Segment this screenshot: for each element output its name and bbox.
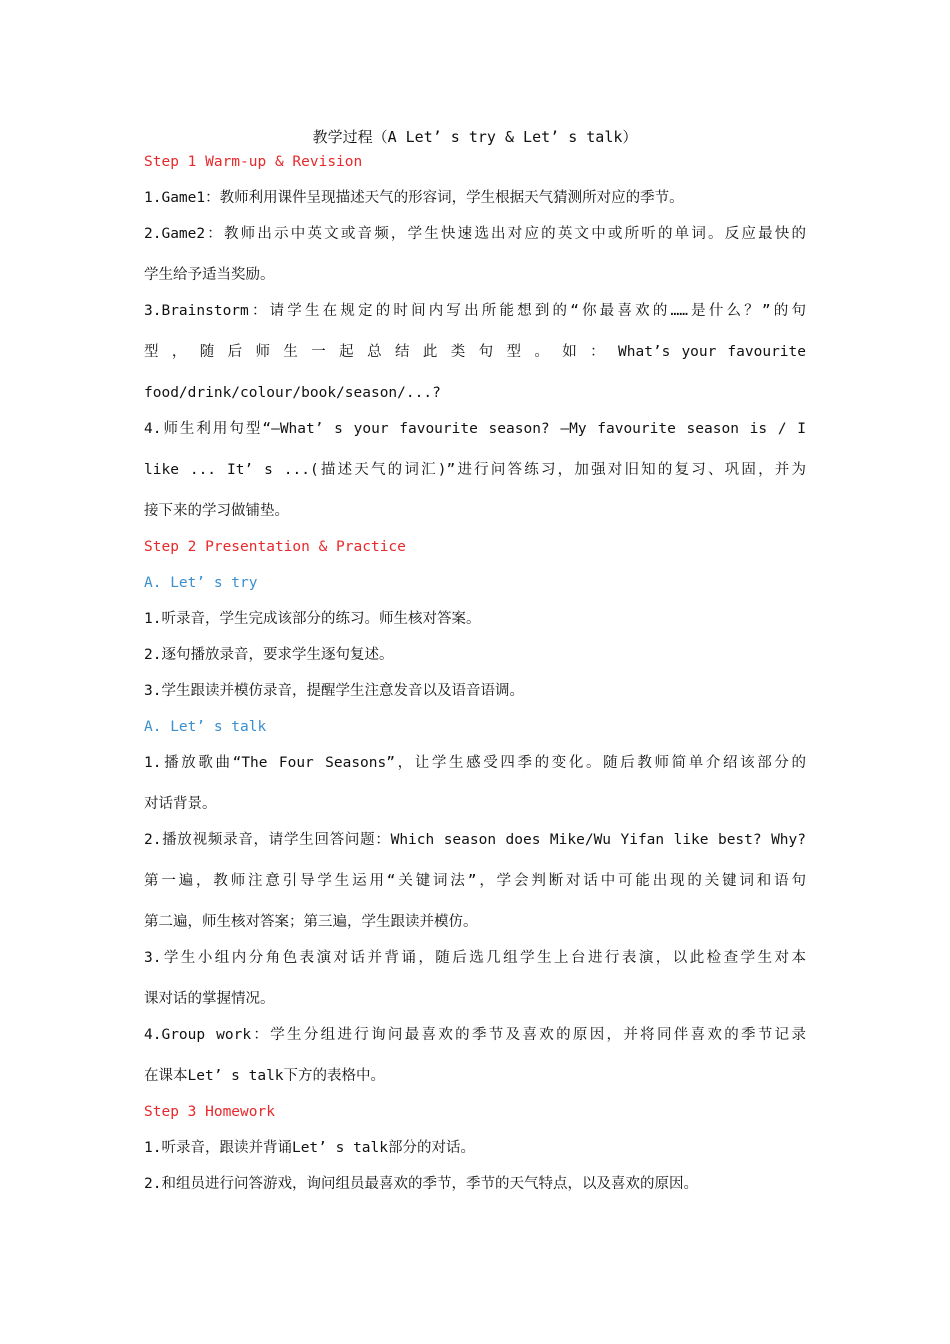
step2-try-line-3: 3.学生跟读并模仿录音，提醒学生注意发音以及语音语调。 <box>144 683 524 699</box>
step2-talk-line-7: 课对话的掌握情况。 <box>144 991 275 1007</box>
step2-talk-line-1: 1.播放歌曲“The Four Seasons”，让学生感受四季的变化。随后教师简单介绍该部分的 <box>144 755 806 771</box>
page-title: 教学过程（A Let’ s try & Let’ s talk） <box>312 128 638 146</box>
step2-talk-line-5: 第二遍，师生核对答案；第三遍，学生跟读并模仿。 <box>144 914 478 930</box>
step2-talk-line-8: 4.Group work：学生分组进行询问最喜欢的季节及喜欢的原因，并将同伴喜欢的季节记录 <box>144 1027 806 1043</box>
step1-line-2: 2.Game2：教师出示中英文或音频，学生快速选出对应的英文中或所听的单词。反应最快的 <box>144 226 806 242</box>
step3-line-1: 1.听录音，跟读并背诵Let’ s talk部分的对话。 <box>144 1140 475 1156</box>
step2-talk-line-3: 2.播放视频录音，请学生回答问题：Which season does Mike/Wu Yifan like best? Why? <box>144 832 806 848</box>
step2-talk-line-9: 在课本Let’ s talk下方的表格中。 <box>144 1068 386 1084</box>
step3-heading: Step 3 Homework <box>144 1104 275 1120</box>
step2-try-line-1: 1.听录音，学生完成该部分的练习。师生核对答案。 <box>144 611 481 627</box>
step2-talk-heading: A. Let’ s talk <box>144 719 267 735</box>
step1-line-8: like ... It’ s ...(描述天气的词汇)”进行问答练习，加强对旧知的复习、巩固，并为 <box>144 462 806 478</box>
step2-heading: Step 2 Presentation & Practice <box>144 539 406 555</box>
step2-talk-line-4: 第一遍，教师注意引导学生运用“关键词法”，学会判断对话中可能出现的关键词和语句 <box>144 873 806 889</box>
step2-try-heading: A. Let’ s try <box>144 575 258 591</box>
step1-line-1: 1.Game1：教师利用课件呈现描述天气的形容词，学生根据天气猜测所对应的季节。 <box>144 190 684 206</box>
step3-line-2: 2.和组员进行问答游戏，询问组员最喜欢的季节，季节的天气特点，以及喜欢的原因。 <box>144 1176 698 1192</box>
step1-line-7: 4.师生利用句型“—What’ s your favourite season? —My favourite season is / I <box>144 421 806 437</box>
step1-line-5: 型 ， 随 后 师 生 一 起 总 结 此 类 句 型 。 如 ： What’s your favourite <box>144 344 806 360</box>
document-page <box>144 124 806 1208</box>
step1-line-6: food/drink/colour/book/season/...? <box>144 385 441 401</box>
step1-line-3: 学生给予适当奖励。 <box>144 267 275 283</box>
step2-try-line-2: 2.逐句播放录音，要求学生逐句复述。 <box>144 647 394 663</box>
step1-heading: Step 1 Warm-up & Revision <box>144 154 363 170</box>
step2-talk-line-2: 对话背景。 <box>144 796 217 812</box>
step1-line-9: 接下来的学习做铺垫。 <box>144 503 289 519</box>
step2-talk-line-6: 3.学生小组内分角色表演对话并背诵，随后选几组学生上台进行表演，以此检查学生对本 <box>144 950 806 966</box>
step1-line-4: 3.Brainstorm：请学生在规定的时间内写出所能想到的“你最喜欢的……是什么？”的句 <box>144 303 806 319</box>
